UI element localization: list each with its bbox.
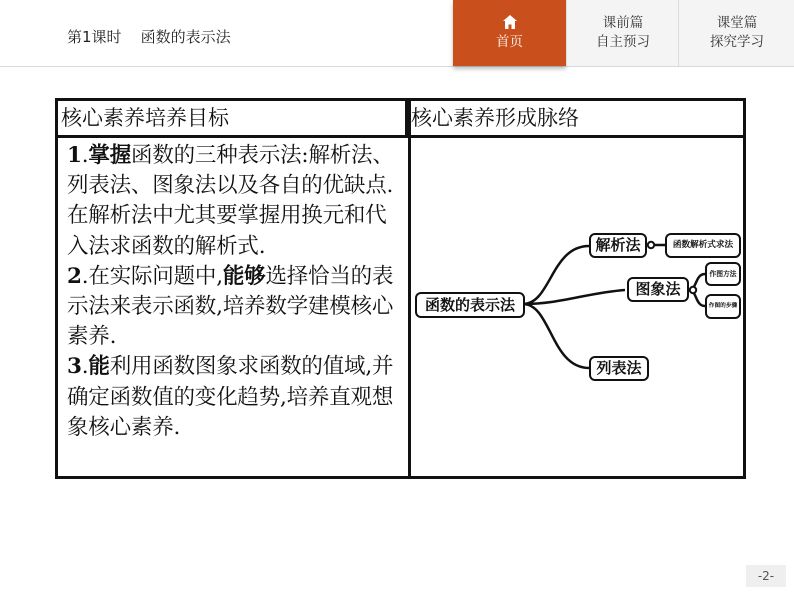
table-header-context: 核心素养形成脉络 bbox=[411, 106, 579, 130]
nav-pre-class-line1: 课前篇 bbox=[602, 15, 644, 31]
nav-home-label: 首页 bbox=[496, 33, 523, 50]
mind-map-analytic: 解析法 bbox=[589, 233, 647, 258]
page-number: -2- bbox=[746, 565, 786, 587]
goals-table bbox=[55, 98, 746, 479]
lesson-title: 第1课时 函数的表示法 bbox=[67, 28, 231, 46]
mind-map-graph: 图象法 bbox=[627, 277, 689, 302]
nav-pre-class-line2: 自主预习 bbox=[596, 34, 650, 50]
goal-item: 1.掌握函数的三种表示法:解析法、列表法、图象法以及各自的优缺点.在解析法中尤其要掌握用换元和代入法求函数的解析式. bbox=[67, 143, 394, 259]
mind-map-root: 函数的表示法 bbox=[415, 292, 525, 318]
nav-in-class-line2: 探究学习 bbox=[710, 34, 764, 50]
nav-in-class-line1: 课堂篇 bbox=[716, 15, 758, 31]
mind-map-graph-child-1: 作图方法 bbox=[705, 262, 741, 286]
mind-map-analytic-child: 函数解析式求法 bbox=[665, 233, 741, 258]
header-bar bbox=[0, 0, 794, 67]
mind-map-graph-child-2: 作图的步骤 bbox=[705, 294, 741, 319]
mind-map-table-method: 列表法 bbox=[589, 356, 649, 381]
goals-list bbox=[67, 141, 403, 443]
nav-home-button[interactable] bbox=[453, 0, 566, 66]
goal-item: 2.在实际问题中,能够选择恰当的表示法来表示函数,培养数学建模核心素养. bbox=[67, 263, 394, 350]
home-icon bbox=[503, 15, 517, 29]
nav-pre-class-button[interactable] bbox=[566, 0, 679, 66]
nav-in-class-button[interactable] bbox=[678, 0, 794, 66]
table-header-goals: 核心素养培养目标 bbox=[58, 101, 408, 135]
mind-map bbox=[411, 138, 743, 476]
goal-item: 3.能利用函数图象求函数的值域,并确定函数值的变化趋势,培养直观想象核心素养. bbox=[67, 354, 394, 440]
